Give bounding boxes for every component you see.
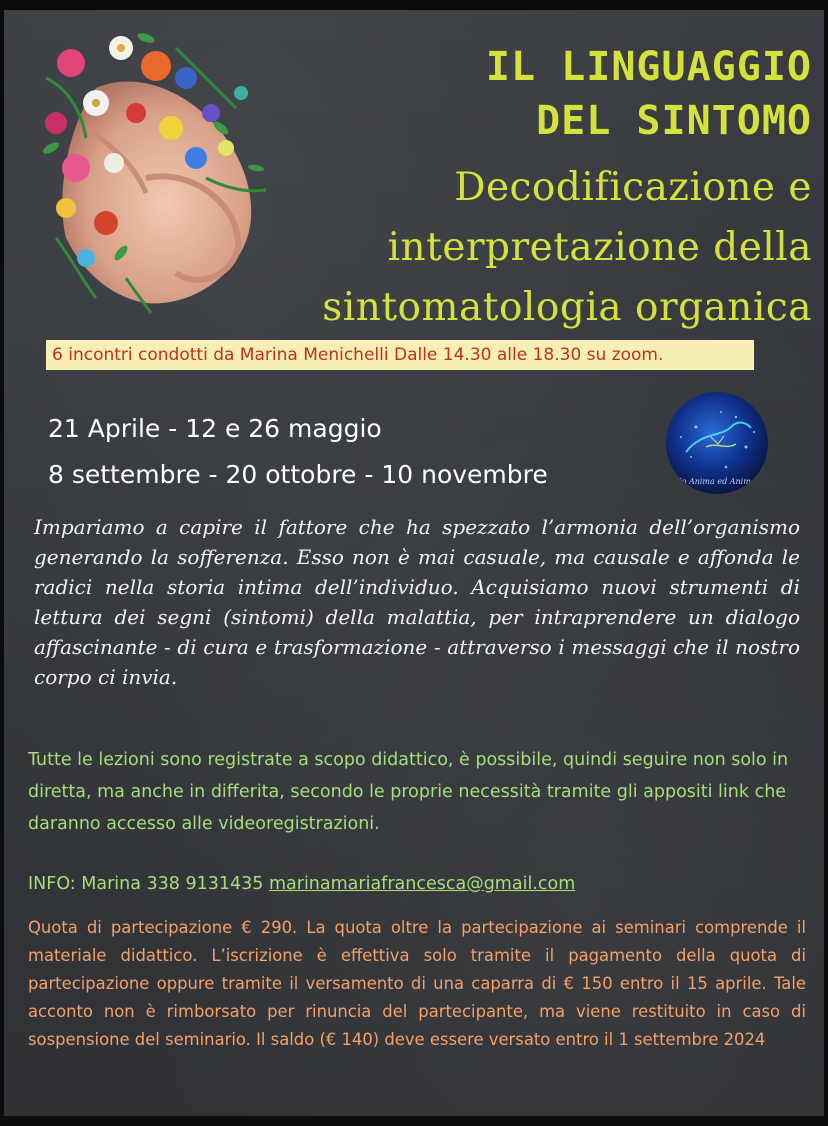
recording-info-paragraph: Tutte le lezioni sono registrate a scopo didattico, è possibile, quindi seguire non solo in diretta, ma anche in differita, secondo le proprie necessità tramite gli appositi link che daranno accesso alle videoregistrazioni.: [28, 750, 789, 834]
title-line-1: IL LINGUAGGIO: [485, 44, 812, 90]
schedule-banner: 6 incontri condotti da Marina Menichelli Dalle 14.30 alle 18.30 su zoom.: [46, 340, 754, 370]
fee-paragraph: Quota di partecipazione € 290. La quota oltre la partecipazione ai seminari comprende il materiale didattico. L’iscrizione è effettiva solo tramite il pagamento della quota di partecipazione oppure tramite il versamento di una caparra di € 150 entro il 15 aprile. Tale acconto non è rimborsato per rinuncia del partecipante, ma viene restituito in caso di sospensione del seminario. Il saldo (€ 140) deve essere versato entro il 1 settembre 2024: [28, 918, 806, 1049]
poster-subtitle: [152, 158, 812, 338]
subtitle-line-3: sintomatologia organica: [322, 285, 812, 330]
session-dates: [48, 406, 668, 498]
galaxy-logo-badge: [666, 392, 768, 494]
dates-line-2: 8 settembre - 20 ottobre - 10 novembre: [48, 460, 548, 489]
intro-paragraph: Impariamo a capire il fattore che ha spezzato l’armonia dell’organismo generando la sofferenza. Esso non è mai casuale, ma causale e affonda le radici nella storia intima dell’individuo. Acquisiamo nuovi strumenti di lettura dei segni (sintomi) della malattia, per intraprendere un dialogo affascinante - di cura e trasformazione - attraverso i messaggi che il nostro corpo ci invia.: [34, 515, 800, 689]
badge-caption: Io Anima ed Anima: [678, 477, 756, 486]
contact-email-link[interactable]: marinamariafrancesca@gmail.com: [268, 874, 576, 894]
title-line-2: DEL SINTOMO: [536, 98, 812, 144]
poster-title: [172, 40, 812, 148]
contact-info: [28, 868, 808, 900]
contact-label: INFO: Marina 338 9131435: [28, 874, 264, 894]
chalkboard-poster: [4, 10, 824, 1116]
dates-line-1: 21 Aprile - 12 e 26 maggio: [48, 414, 382, 443]
subtitle-line-1: Decodificazione e: [454, 165, 812, 210]
subtitle-line-2: interpretazione della: [387, 225, 812, 270]
